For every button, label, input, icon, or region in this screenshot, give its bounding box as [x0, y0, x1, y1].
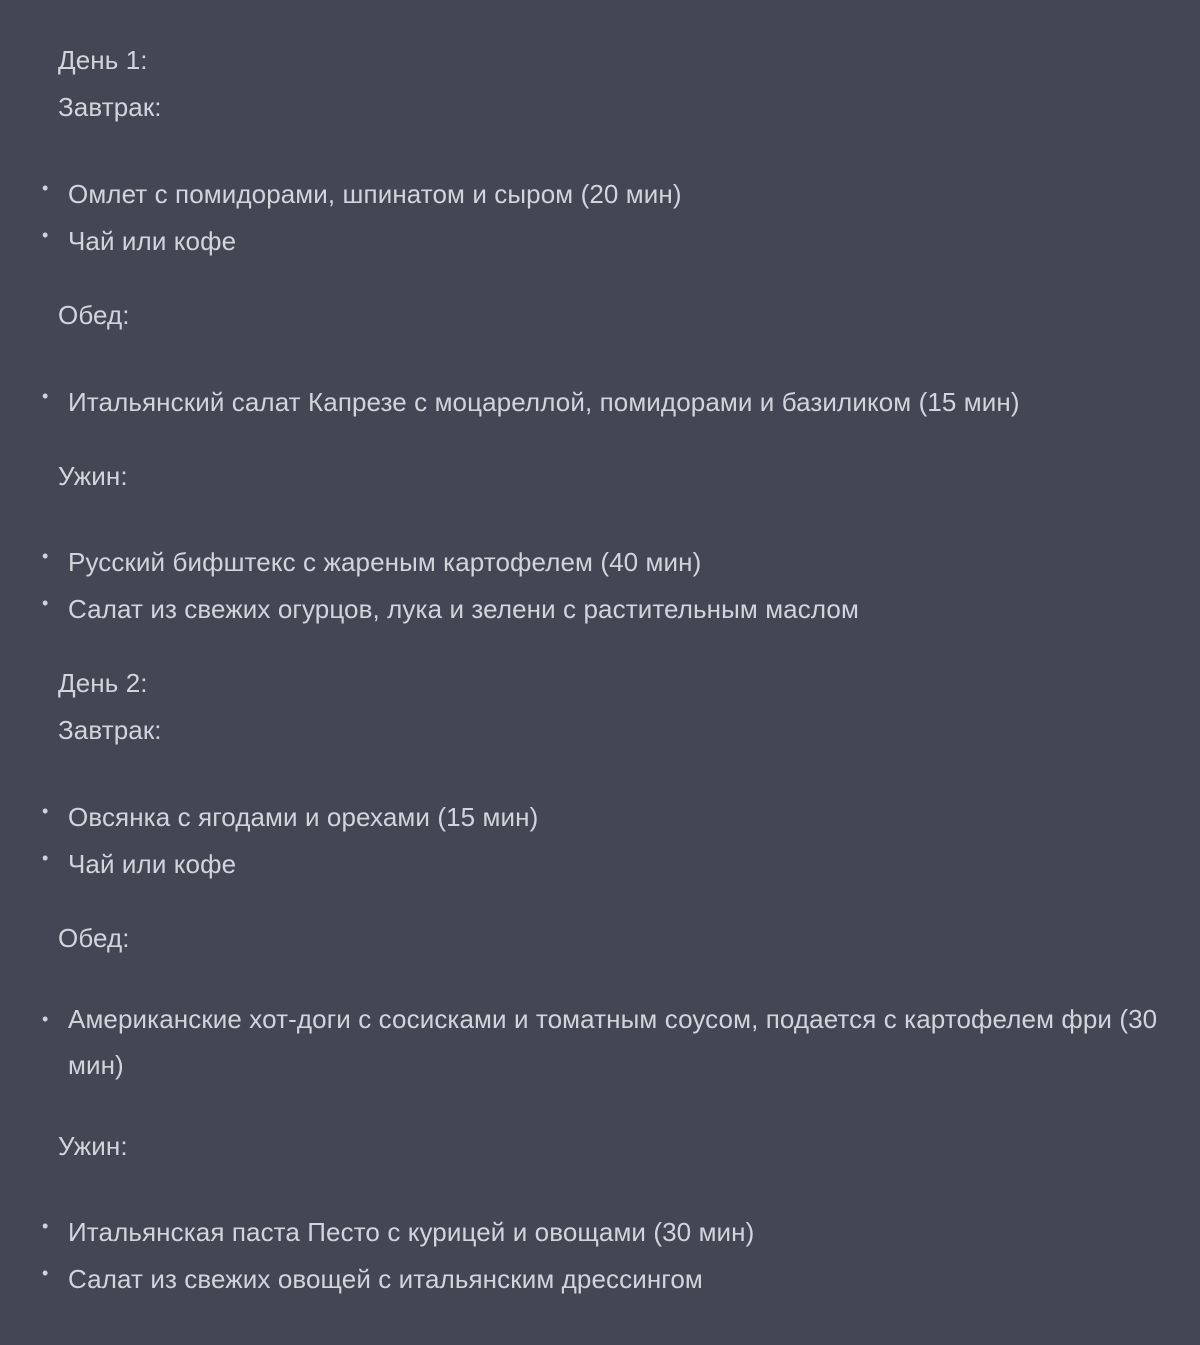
- list-item-text: Американские хот-доги с сосисками и томатным соусом, подается с картофелем фри (30 мин): [68, 1004, 1158, 1080]
- list-item-text: Чай или кофе: [68, 226, 237, 256]
- bullet-icon: •: [42, 1009, 49, 1029]
- day2-title: День 2:: [58, 668, 148, 698]
- list-item-text: Овсянка с ягодами и орехами (15 мин): [68, 802, 539, 832]
- bullet-icon: •: [42, 178, 49, 198]
- bullet-icon: •: [42, 1263, 49, 1283]
- list-item-text: Салат из свежих овощей с итальянским дрессингом: [68, 1264, 703, 1294]
- day1-dinner-label: Ужин:: [58, 461, 128, 491]
- list-item: [42, 212, 236, 264]
- bullet-icon: •: [42, 225, 49, 245]
- list-item-text: Чай или кофе: [68, 849, 237, 879]
- list-item-text: Итальянская паста Песто с курицей и овощами (30 мин): [68, 1217, 755, 1247]
- list-item-text: Русский бифштекс с жареным картофелем (40 мин): [68, 547, 702, 577]
- list-item: [42, 533, 701, 585]
- list-item-text: Салат из свежих огурцов, лука и зелени с растительным маслом: [68, 594, 859, 624]
- bullet-icon: •: [42, 593, 49, 613]
- list-item: [42, 996, 1178, 1088]
- list-item: [42, 373, 1020, 425]
- list-item: [42, 580, 859, 632]
- list-item: [42, 1203, 754, 1255]
- list-item-text: Омлет с помидорами, шпинатом и сыром (20 мин): [68, 179, 682, 209]
- list-item: [42, 835, 236, 887]
- bullet-icon: •: [42, 386, 49, 406]
- list-item: [42, 165, 682, 217]
- bullet-icon: •: [42, 848, 49, 868]
- list-item: [42, 788, 538, 840]
- day2-breakfast-label: Завтрак:: [58, 715, 162, 745]
- day2-dinner-label: Ужин:: [58, 1131, 128, 1161]
- list-item-text: Итальянский салат Капрезе с моцареллой, помидорами и базиликом (15 мин): [68, 387, 1020, 417]
- day1-lunch-label: Обед:: [58, 300, 130, 330]
- bullet-icon: •: [42, 801, 49, 821]
- day2-lunch-label: Обед:: [58, 923, 130, 953]
- bullet-icon: •: [42, 546, 49, 566]
- bullet-icon: •: [42, 1216, 49, 1236]
- list-item: [42, 1250, 703, 1302]
- day1-title: День 1:: [58, 45, 148, 75]
- day1-breakfast-label: Завтрак:: [58, 92, 162, 122]
